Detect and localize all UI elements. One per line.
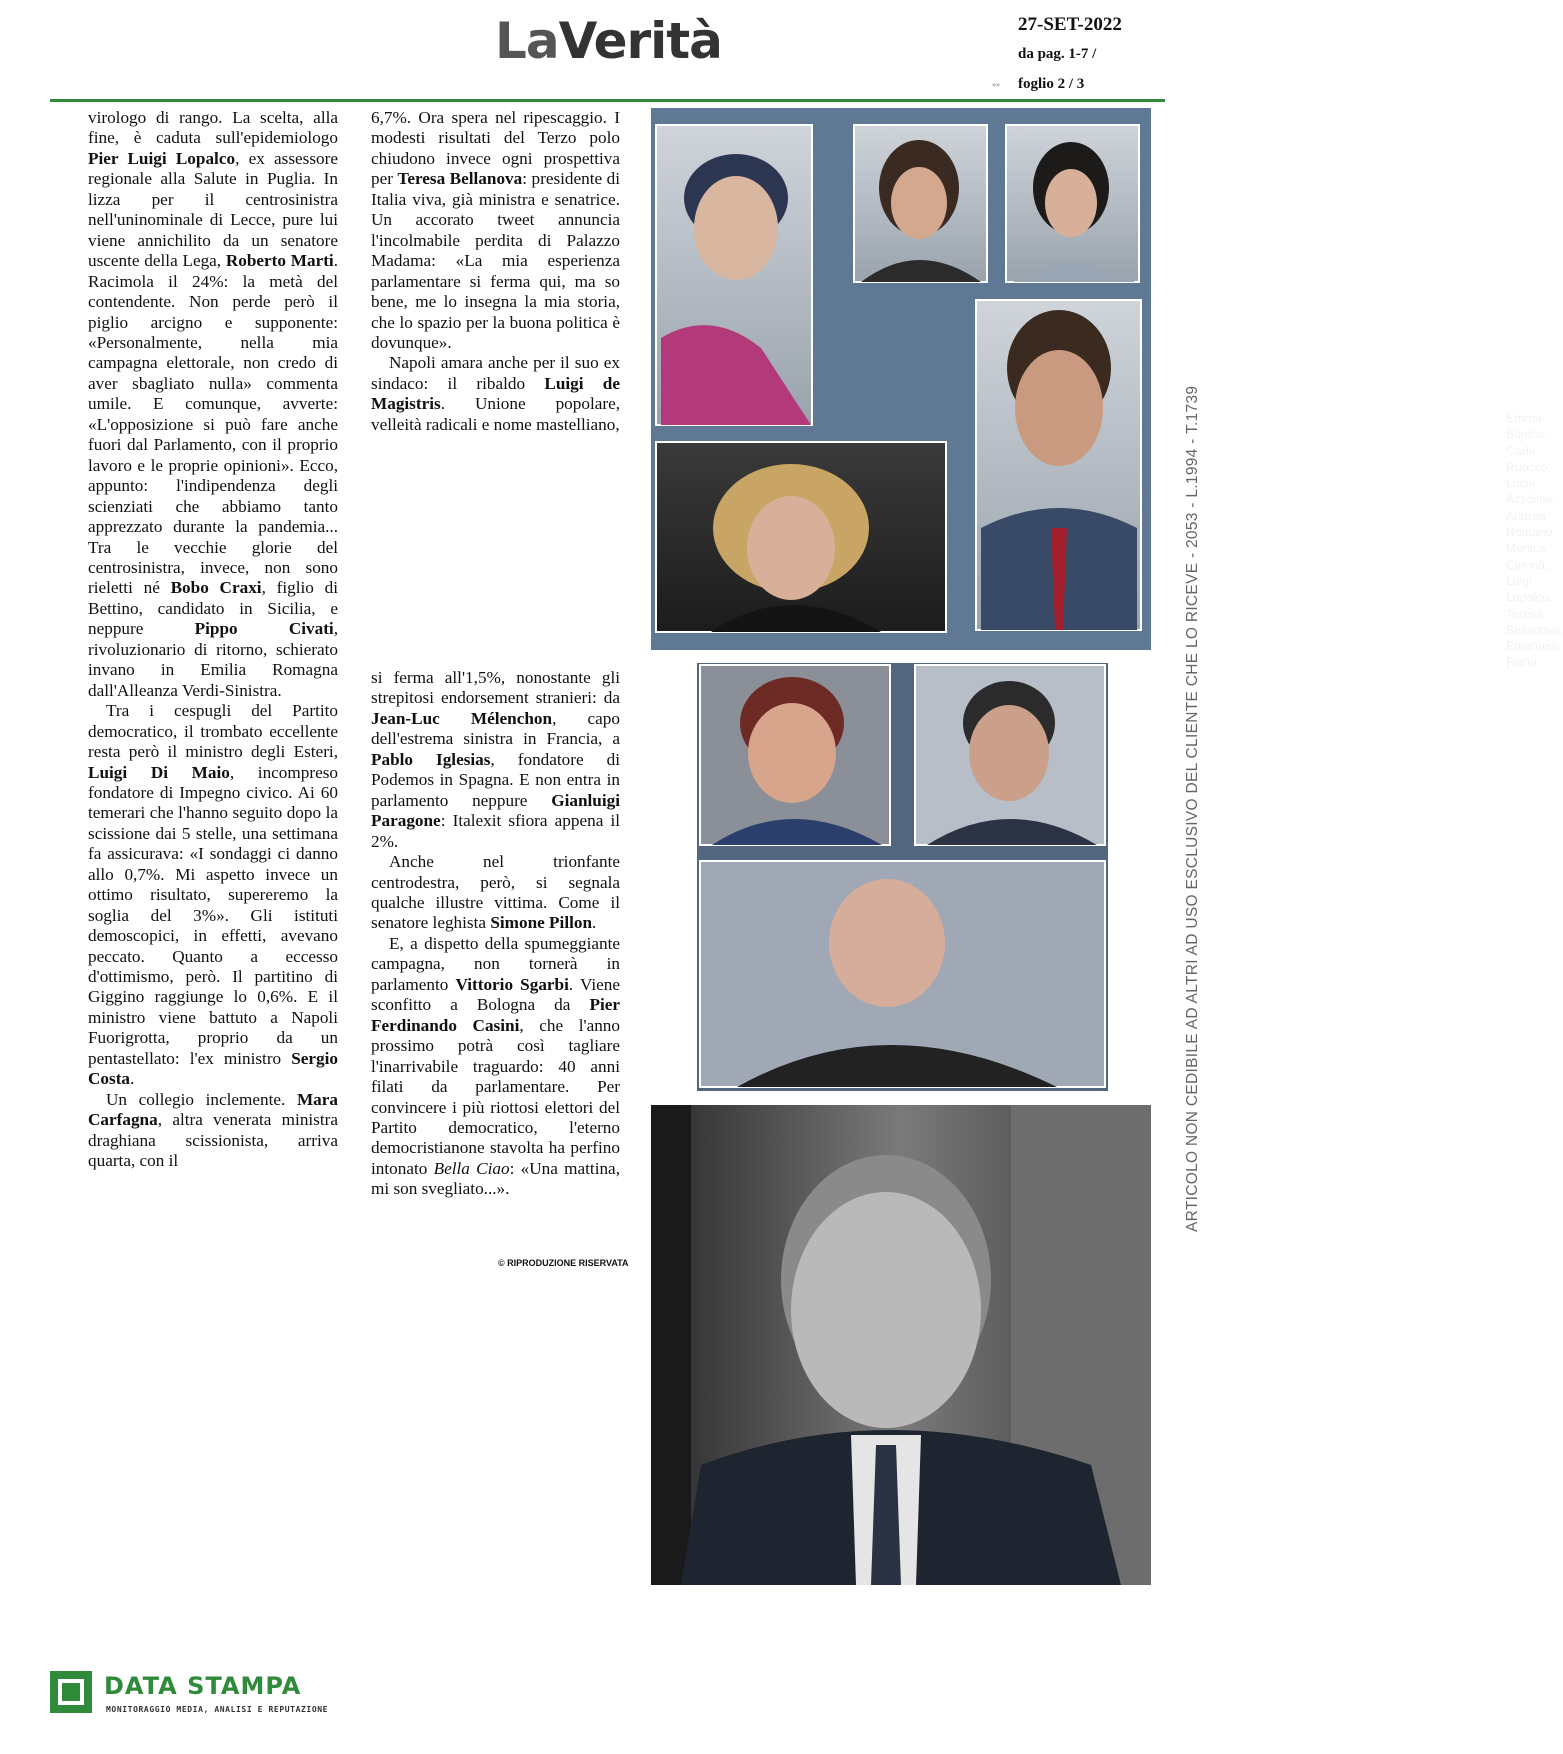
- article-column-2: [371, 108, 620, 435]
- article-paragraph: Tra i cespugli del Partito democratico, il trombato eccellente resta però il ministro degli Esteri, Luigi Di Maio, incompreso fondatore di Impegno civico. Ai 60 temerari che l'hanno seguito dopo la scissione dai 5 stelle, una settimana fa assicurava: «I sondaggi ci danno allo 0,7%. Mi aspetto invece un ottimo risultato, supereremo la soglia del 3%». Gli istituti demoscopici, in effetti, avevano peccato. Quanto a eccesso d'ottimismo, però. Il partitino di Giggino raggiunge lo 0,6%. E il ministro viene battuto a Napoli Fuorigrotta, proprio da un pentastellato: l'ex ministro Sergio Costa.: [88, 701, 338, 1089]
- arrow-marker: »»: [992, 80, 1000, 89]
- copyright-notice: © RIPRODUZIONE RISERVATA: [498, 1258, 629, 1268]
- photo-emanuele-fiano: [915, 665, 1105, 845]
- photo-vittorio-sgarbi: [700, 861, 1105, 1087]
- sheet-number: foglio 2 / 3: [1018, 76, 1085, 92]
- photo-lucia-azzolina: [1006, 125, 1139, 282]
- article-paragraph: 6,7%. Ora spera nel ripescaggio. I modesti risultati del Terzo polo chiudono invece ogni prospettiva per Teresa Bellanova: presidente di Italia viva, già ministra e senatrice. Un accorato tweet annuncia l'incolmabile perdita di Palazzo Madama: «La mia esperienza parlamentare si ferma qui, ma so bene, me lo insegna la mia storia, che lo spazio per la buona politica è dovunque».: [371, 108, 620, 352]
- data-stampa-brand: DATA STAMPA: [104, 1672, 302, 1700]
- photo-caption: [1506, 410, 1563, 671]
- photo-collage-top: [651, 108, 1563, 670]
- portrait-graphic: [651, 1105, 1151, 1585]
- article-paragraph: Anche nel trionfante centrodestra, però, si segnala qualche illustre vittima. Come il senatore leghista Simone Pillon.: [371, 852, 620, 933]
- caption-name: Emanuele Fiano: [1506, 639, 1562, 670]
- distribution-notice: ARTICOLO NON CEDIBILE AD ALTRI AD USO ESCLUSIVO DEL CLIENTE CHE LO RICEVE - 2053 - L.1994 - T.1739: [1184, 385, 1201, 1232]
- photo-large-portrait: [651, 1105, 1151, 1585]
- article-paragraph: virologo di rango. La scelta, alla fine, è caduta sull'epidemiologo Pier Luigi Lopalco, ex assessore regionale alla Salute in Puglia. In lizza per il centrosinistra nell'uninominale di Lecce, pure lui viene annichilito da un senatore uscente della Lega, Roberto Marti. Racimola il 24%: la metà del contendente. Non perde però il piglio arcigno e supponente: «Personalmente, nella mia campagna elettorale, non credo di aver sbagliato nulla» commenta umile. E comunque, avverte: «L'opposizione si può fare anche fuori dal Parlamento, con il proprio lavoro e le proprie opinioni». Ecco, appunto: l'indipendenza degli scienziati che abbiamo tanto apprezzato durante la pandemia... Tra le vecchie glorie del centrosinistra, invece, non sono rieletti né Bobo Craxi, figlio di Bettino, candidato in Sicilia, e neppure Pippo Civati, rivoluzionario di ritorno, schierato invano in Emilia Romagna dall'Alleanza Verdi-Sinistra.: [88, 108, 339, 700]
- photo-andrea-romano: [976, 300, 1141, 630]
- caption-name: Teresa Bellanova,: [1506, 606, 1563, 637]
- data-stampa-logo-icon: [48, 1669, 94, 1720]
- photo-monica-cirinna: [656, 442, 946, 632]
- photo-collage-middle: [697, 663, 1108, 1091]
- issue-date: 27-SET-2022: [1018, 14, 1122, 35]
- photo-carla-ruocco: [854, 125, 987, 282]
- article-column-1: [88, 108, 338, 1172]
- photo-teresa-bellanova: [700, 665, 890, 845]
- data-stampa-tagline: MONITORAGGIO MEDIA, ANALISI E REPUTAZIONE: [106, 1705, 329, 1714]
- collage-photos: [651, 108, 1151, 650]
- article-paragraph: Un collegio inclemente. Mara Carfagna, altra venerata ministra draghiana scissionista, arriva quarta, con il: [88, 1089, 338, 1171]
- article-paragraph: si ferma all'1,5%, nonostante gli strepitosi endorsement stranieri: da Jean-Luc Mélenchon, capo dell'estrema sinistra in Francia, a Pablo Iglesias, fondatore di Podemos in Spagna. E non entra in parlamento neppure Gianluigi Paragone: Italexit sfiora appena il 2%.: [371, 668, 620, 851]
- caption-name: Luigi Lopalco,: [1506, 573, 1553, 605]
- caption-name: Emma Bonino,: [1506, 411, 1548, 442]
- article-column-2-continued: [371, 668, 620, 1200]
- caption-name: Lucia Azzolina,: [1506, 476, 1556, 507]
- header-divider: [50, 99, 1165, 102]
- article-paragraph: E, a dispetto della spumeggiante campagna, non tornerà in parlamento Vittorio Sgarbi. Viene sconfitto a Bologna da Pier Ferdinando Casini, che l'anno prossimo potrà così tagliare l'inarrivabile traguardo: 40 anni filati da parlamentare. Per convincere i più riottosi elettori del Partito democratico, l'eterno democristianone stavolta ha perfino intonato Bella Ciao: «Una mattina, mi son svegliato...».: [371, 933, 621, 1199]
- page-range: da pag. 1-7 /: [1018, 46, 1097, 62]
- caption-name: Carla Ruocco,: [1506, 443, 1552, 474]
- newspaper-logo: LaVerità: [495, 12, 722, 70]
- collage-photos-2: [697, 663, 1108, 1091]
- caption-name: Andrea Romano,: [1506, 508, 1556, 540]
- caption-name: Monica Cirinnà,: [1506, 541, 1549, 572]
- photo-emma-bonino: [656, 125, 812, 425]
- article-paragraph: Napoli amara anche per il suo ex sindaco: il ribaldo Luigi de Magistris. Unione popolare, velleità radicali e nome mastelliano,: [371, 353, 620, 434]
